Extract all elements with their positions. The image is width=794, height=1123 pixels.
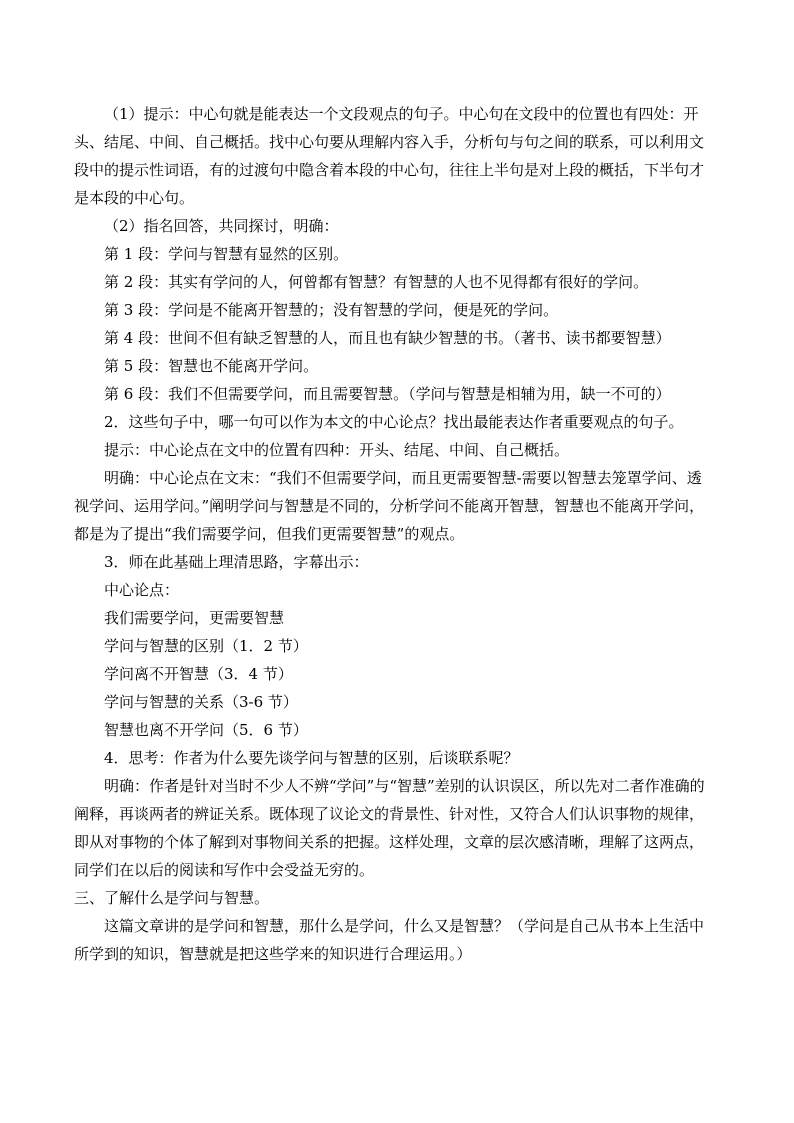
outline-item-inseparable-learning: 智慧也离不开学问（5．6 节） [104,721,308,739]
paragraph-define-learning-wisdom: 这篇文章讲的是学问和智慧，那什么是学问，什么又是智慧？（学问是自己从书本上生活中所学到的知识，智慧就是把这些学来的知识进行合理运用。） [74,917,705,963]
outline-heading: 中心论点： [104,581,180,599]
paragraph-clarify-central-argument: 明确：中心论点在文末：“我们不但需要学问，而且更需要智慧-需要以智慧去笼罩学问、透视学问、运用学问。”阐明学问与智慧是不同的，分析学问不能离开智慧，智慧也不能离开学问，都是为了提出“我们需要学问，但我们更需要智慧”的观点。 [74,469,705,543]
paragraph-question-4: 4．思考：作者为什么要先谈学问与智慧的区别，后谈联系呢？ [104,749,519,767]
outline-item-difference: 学问与智慧的区别（1．2 节） [104,637,308,655]
paragraph-section-4: 第 4 段：世间不但有缺乏智慧的人，而且也有缺少智慧的书。（著书、读书都要智慧） [104,329,671,347]
paragraph-discussion: （2）指名回答，共同探讨，明确： [104,217,339,235]
paragraph-hint-central-sentence: （1）提示：中心句就是能表达一个文段观点的句子。中心句在文段中的位置也有四处：开头、结尾、中间、自己概括。找中心句要从理解内容入手，分析句与句之间的联系，可以利用文段中的提示性词语，有的过渡句中隐含着本段的中心句，往往上半句是对上段的概括，下半句才是本段的中心句。 [74,105,705,207]
paragraph-question-2: 2．这些句子中，哪一句可以作为本文的中心论点？找出最能表达作者重要观点的句子。 [104,413,684,431]
paragraph-clarify-order: 明确：作者是针对当时不少人不辨“学问”与“智慧”差别的认识误区，所以先对二者作准确的阐释，再谈两者的辨证关系。既体现了议论文的背景性、针对性，又符合人们认识事物的规律，即从对事物的个体了解到对事物间关系的把握。这样处理，文章的层次感清晰，理解了这两点，同学们在以后的阅读和写作中会受益无穷的。 [74,777,705,879]
section-heading-three: 三、了解什么是学问与智慧。 [74,889,270,907]
paragraph-section-5: 第 5 段：智慧也不能离开学问。 [104,357,319,375]
paragraph-section-1: 第 1 段：学问与智慧有显然的区别。 [104,245,349,263]
outline-item-main-thesis: 我们需要学问，更需要智慧 [104,609,285,627]
paragraph-section-6: 第 6 段：我们不但需要学问，而且需要智慧。（学问与智慧是相辅为用，缺一不可的） [104,385,671,403]
paragraph-section-2: 第 2 段：其实有学问的人，何曾都有智慧？有智慧的人也不见得都有很好的学问。 [104,273,649,291]
paragraph-step-3: 3．师在此基础上理清思路，字幕出示： [104,553,369,571]
outline-item-relationship: 学问与智慧的关系（3-6 节） [104,693,298,711]
paragraph-hint-central-argument: 提示：中心论点在文中的位置有四种：开头、结尾、中间、自己概括。 [104,441,570,459]
outline-item-inseparable-wisdom: 学问离不开智慧（3．4 节） [104,665,293,683]
paragraph-section-3: 第 3 段：学问是不能离开智慧的；没有智慧的学问，便是死的学问。 [104,301,559,319]
